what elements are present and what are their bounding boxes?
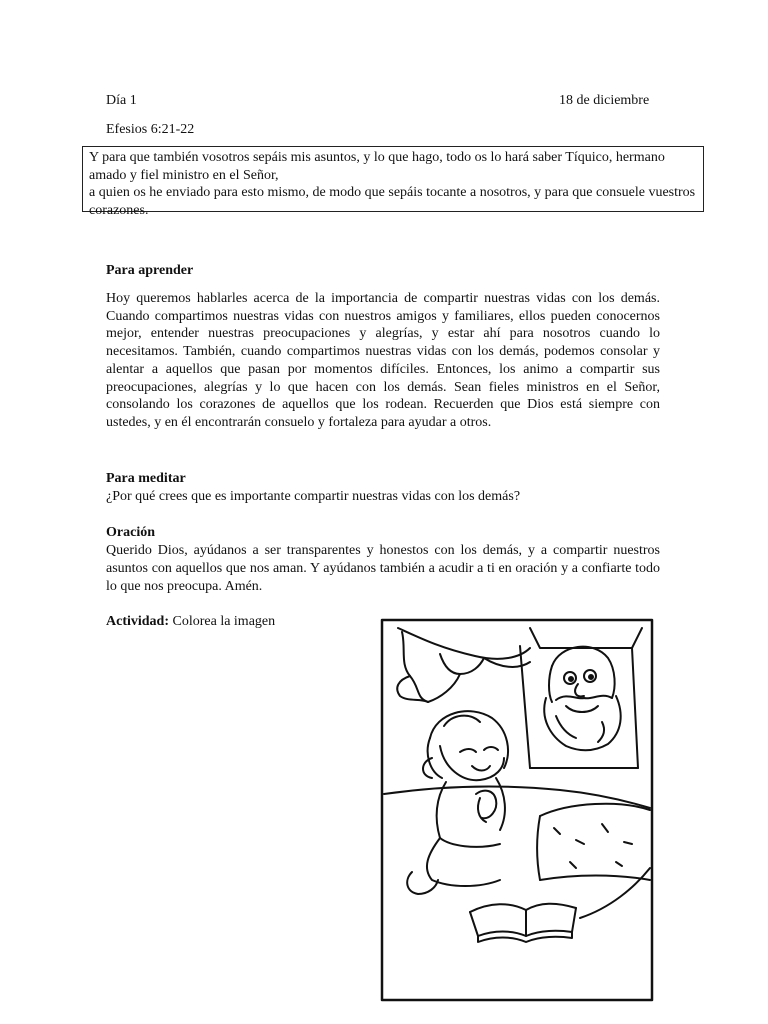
paragraph-para-aprender: Hoy queremos hablarles acerca de la importancia de compartir nuestras vidas con los demás. Cuando compartimos nuestras vidas con nuestros amigos y familiares, ellos pueden conocernos mejor, entender nuestras preocupaciones y alegrías, y estar ahí para nosotros cuando lo necesitamos. También, cuando compartimos nuestras vidas con los demás, podemos consolar y alentar a aquellos que pasan por momentos difíciles. Entonces, los animo a compartir sus preocupaciones, alegrías y lo que hacen con los demás. Sean fieles ministros en el Señor, consolando los corazones de aquellos que los rodean. Recuerden que Dios está siempre con ustedes, y en él encontrarán consuelo y fortaleza para ayudar a otros. xyxy=(106,291,660,430)
verse-line-1: Y para que también vosotros sepáis mis asuntos, y lo que hago, todo os lo hará saber Tíquico, hermano amado y fiel ministro en el Señor, xyxy=(89,150,665,183)
paragraph-para-meditar: ¿Por qué crees que es importante compartir nuestras vidas con los demás? xyxy=(106,489,521,504)
activity-line xyxy=(106,613,275,631)
heading-para-meditar: Para meditar xyxy=(106,471,186,486)
activity-label: Actividad: xyxy=(106,614,169,629)
day-label: Día 1 xyxy=(106,93,137,108)
verse-box xyxy=(82,146,704,218)
coloring-illustration-child-praying-icon xyxy=(380,618,654,1002)
date-label: 18 de diciembre xyxy=(559,93,650,108)
heading-oracion: Oración xyxy=(106,525,155,540)
activity-text: Colorea la imagen xyxy=(172,614,276,629)
verse-line-2: a quien os he enviado para esto mismo, de modo que sepáis tocante a nosotros, y para que consuele vuestros corazones. xyxy=(89,185,696,218)
heading-para-aprender: Para aprender xyxy=(106,263,194,278)
bible-reference: Efesios 6:21-22 xyxy=(106,122,195,137)
paragraph-oracion: Querido Dios, ayúdanos a ser transparentes y honestos con los demás, y a compartir nuestros asuntos con aquellos que nos aman. Y ayúdanos también a acudir a ti en oración y a confiarte todo lo que nos preocupa. Amén. xyxy=(106,543,660,594)
